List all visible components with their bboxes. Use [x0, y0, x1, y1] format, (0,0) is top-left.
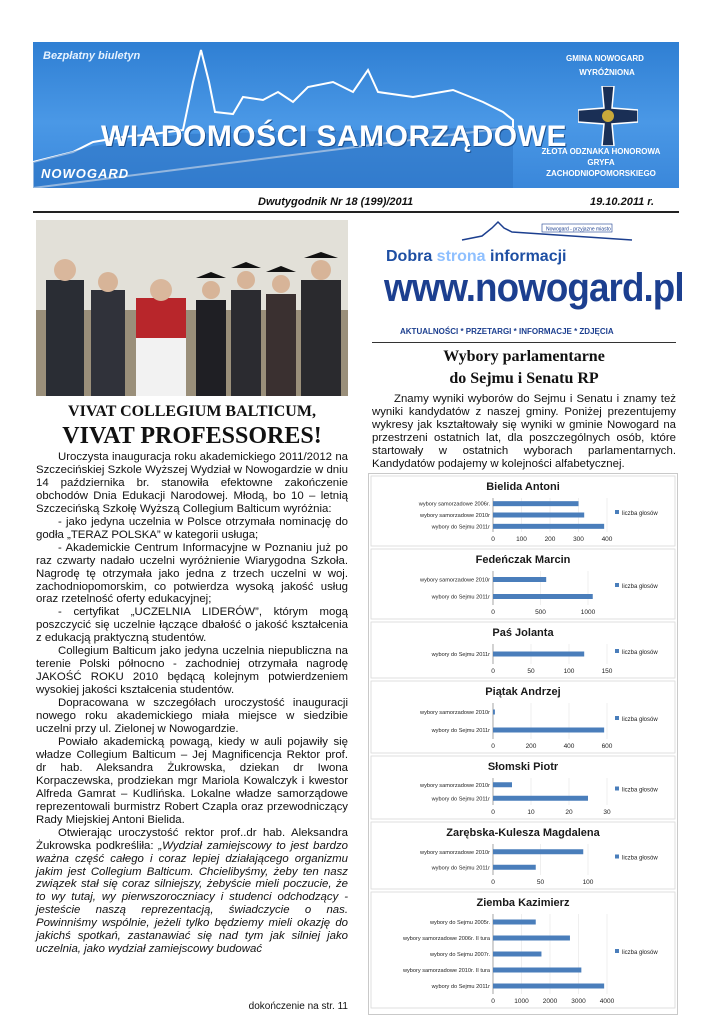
chart-legend-label: liczba głosów — [622, 717, 658, 723]
article-paragraph: - certyfikat „UCZELNIA LIDERÓW”, którym mogą poszczycić się uczelnie łączące dbałość o jakość kształcenia z edukacją praktyczną studentów. — [36, 606, 348, 645]
award-mid-text: WYRÓŻNIONA — [579, 68, 635, 77]
chart-bar — [493, 710, 495, 715]
article-body — [36, 451, 348, 956]
chart-tick-label: 100 — [563, 668, 575, 675]
article-paragraph: - Akademickie Centrum Informacyjne w Poznaniu już po raz czwarty nadało uczelni wyróżnienie Wiarygodna Szkoła. Nagrodę tę otrzymała jako jedna z trzech uczelni w woj. zachodniopomorskim, co potwierdza wysoką jakość usług oraz rzetelność oferty edukacyjnej; — [36, 541, 348, 606]
ad-tagline-text: Dobra strona informacji — [386, 248, 567, 265]
award-line-1: ZŁOTA ODZNAKA HONOROWA — [541, 147, 661, 156]
chart-bar — [493, 796, 588, 801]
chart-category-label: wybory samorzadowe 2010r — [420, 710, 490, 716]
article-paragraph: Collegium Balticum jako jedyna uczelnia niepubliczna na terenie Polski północno - zachodniej otrzymała nagrodę JAKOŚĆ ROKU 2010 będącą kolejnym potwierdzeniem wysokiej jakości kształcenia studentów. — [36, 645, 348, 697]
chart-legend-swatch — [615, 855, 619, 859]
chart-tick-label: 0 — [491, 609, 495, 616]
quote-text: „Wydział zamiejscowy to jest bardzo ważna część całego i coraz lepiej działającego organizmu jakim jest Collegium Balticum. Chcielibyśmy, żeby ten nasz związek stał się coraz silniejszy, żebyście mieli poczucie, że to wy tutaj, wy pierwszoroczniacy i studenci odchodzący - jesteście naszą reprezentacją, świadczycie o nas. Powinniśmy wspólnie, jeżeli tylko będziemy mieli okazję do jakichś spotkań, zastanawiać się nad tym jak silniej jako uczelnia, jako wydział zamiejscowy budować — [36, 839, 348, 956]
chart-category-label: wybory do Sejmu 2007r. — [429, 952, 490, 958]
chart-category-label: wybory samorzadowe 2006r. II tura — [402, 936, 490, 942]
article-paragraph: - jako jedyna uczelnia w Polsce otrzymała nominację do godła „TERAZ POLSKA” w kategorii usługa; — [36, 515, 348, 541]
elections-paragraph: Znamy wyniki wyborów do Sejmu i Senatu i znamy też wyniki kandydatów z naszej gminy. Poniżej prezentujemy wykresy jak kształtowały się wyniki w gminie Nowogard na przestrzeni ostatnich lat, dla poszczególnych osób, które startowały w ostatnich wyborach parlamentarnych. Kandydatów podajemy w kolejności alfabetycznej. — [372, 393, 676, 470]
chart-legend-swatch — [615, 510, 619, 514]
chart-category-label: wybory do Sejmu 2011r — [431, 865, 490, 872]
ad-skyline-graphic — [372, 218, 676, 244]
article-paragraph: Dopracowana w szczegółach uroczystość inauguracji nowego roku akademickiego miała miejsce w siedzibie uczelni przy ul. Zielonej w Nowogardzie. — [36, 697, 348, 736]
chart-tick-label: 0 — [491, 743, 495, 750]
elections-body — [372, 393, 676, 471]
chart-bar — [493, 501, 579, 506]
chart-legend-label: liczba głosów — [622, 855, 658, 862]
chart-bar — [493, 513, 584, 518]
chart-category-label: wybory do Sejmu 2011r — [431, 524, 490, 531]
chart-legend-label: liczba głosów — [622, 584, 658, 590]
chart-tick-label: 100 — [582, 879, 594, 886]
issue-number: Dwutygodnik Nr 18 (199)/2011 — [258, 196, 414, 208]
chart-tick-label: 0 — [491, 536, 495, 543]
elections-title-line1: Wybory parlamentarne — [443, 348, 605, 365]
chart-category-label: wybory do Sejmu 2011r — [431, 652, 490, 658]
chart-category-label: wybory samorzadowe 2010r — [420, 513, 490, 519]
chart-title: Piątak Andrzej — [485, 686, 561, 698]
chart-tick-label: 0 — [491, 879, 495, 886]
chart-legend-swatch — [615, 787, 619, 791]
masthead-city: NOWOGARD — [41, 166, 130, 181]
chart-tick-label: 500 — [535, 609, 546, 616]
chart-category-label: wybory samorzadowe 2010r — [420, 577, 490, 584]
chart-tick-label: 10 — [527, 809, 535, 816]
chart-title: Paś Jolanta — [492, 627, 554, 639]
chart-tick-label: 30 — [603, 809, 611, 816]
chart-bar — [493, 865, 536, 870]
chart-title: Fedeńczak Marcin — [475, 554, 571, 566]
chart-category-label: wybory do Sejmu 2011r — [431, 728, 490, 734]
chart-category-label: wybory do Sejmu 2011r — [431, 796, 490, 803]
article-headline-line1: VIVAT COLLEGIUM BALTICUM, — [68, 403, 316, 420]
chart-tick-label: 1000 — [580, 609, 596, 616]
award-bottom-text — [531, 146, 671, 179]
chart-title: Zarębska-Kulesza Magdalena — [446, 827, 600, 839]
chart-bar — [493, 849, 583, 854]
chart-category-label: wybory samorzadowe 2010r. II tura — [402, 968, 490, 974]
ad-small-tagline: Nowogard - przyjazne miasto — [546, 226, 611, 233]
chart-tick-label: 50 — [536, 879, 545, 886]
chart-tick-label: 3000 — [571, 998, 586, 1005]
chart-bar — [493, 936, 570, 941]
chart-legend-label: liczba głosów — [622, 650, 658, 656]
ad-subtitle: AKTUALNOŚCI * PRZETARGI * INFORMACJE * ZDJĘCIA — [400, 327, 614, 336]
award-line-2: GRYFA — [587, 158, 615, 167]
header-banner — [33, 42, 679, 188]
chart-tick-label: 600 — [601, 743, 613, 750]
ad-tagline-highlight: strona — [436, 248, 486, 265]
chart-bar — [493, 594, 593, 599]
article-paragraph: Uroczysta inauguracja roku akademickiego 2011/2012 na Szczecińskiej Szkole Wyższej Wydział w Nowogardzie w dniu 14 października br. stanowiła efektowne zakończenie obchodów Dnia Edukacji Narodowej. Młodą, bo 10 – letnią Szczecińską Szkołę Wyższą Collegium Balticum wyróżnia: — [36, 451, 348, 515]
article-paragraph: Powiało akademicką powagą, kiedy w auli pojawiły się władze Collegium Balticum – Jej Magnificencja Rektor prof. dr hab. Aleksandra Żukrowska, dziekan dr Iwona Korpaczewska, prodziekan mgr Mariola Kowalczyk i kwestor Alfreda Gamrat – Kudlińska. Lokalne władze samorządowe reprezentowali burmistrz Robert Czapla oraz przewodniczący Rady Miejskiej Antoni Bielida. — [36, 735, 348, 826]
chart-tick-label: 0 — [491, 809, 495, 816]
chart-tick-label: 0 — [491, 668, 495, 675]
chart-tick-label: 1000 — [514, 998, 529, 1005]
chart-category-label: wybory do Sejmu 2011r — [431, 984, 490, 990]
chart-category-label: wybory samorzadowe 2010r — [420, 849, 490, 856]
chart-bar — [493, 968, 581, 973]
ad-website-url[interactable]: www.nowogard.pl — [384, 266, 684, 310]
award-line-3: ZACHODNIOPOMORSKIEGO — [546, 169, 656, 178]
chart-legend-swatch — [615, 649, 619, 653]
chart-legend-label: liczba głosów — [622, 511, 658, 517]
issue-date: 19.10.2011 r. — [590, 196, 655, 208]
chart-legend-swatch — [615, 949, 619, 953]
chart-tick-label: 200 — [544, 536, 556, 543]
election-charts-panel — [368, 473, 678, 1015]
chart-bar — [493, 728, 604, 733]
chart-tick-label: 0 — [491, 998, 495, 1005]
honor-cross-icon — [578, 86, 638, 146]
chart-tick-label: 300 — [573, 536, 584, 543]
continued-note: dokończenie na str. 11 — [248, 1001, 348, 1012]
chart-category-label: wybory do Sejmu 2011r — [431, 594, 490, 601]
award-top-text: GMINA NOWOGARD — [566, 54, 644, 63]
chart-bar — [493, 782, 512, 787]
chart-legend-swatch — [615, 716, 619, 720]
banner-free-label: Bezpłatny biuletyn — [43, 50, 141, 62]
quote-intro: Otwierając uroczystość rektor prof..dr hab. Aleksandra Żukrowska podkreśliła: — [36, 826, 348, 852]
chart-legend-swatch — [615, 583, 619, 587]
ad-divider — [372, 342, 676, 343]
chart-bar — [493, 524, 604, 529]
chart-title: Bielida Antoni — [486, 481, 560, 493]
chart-tick-label: 50 — [527, 668, 535, 675]
chart-bar — [493, 920, 536, 925]
chart-bar — [493, 984, 604, 989]
chart-legend-label: liczba głosów — [622, 787, 658, 794]
chart-tick-label: 400 — [601, 536, 613, 543]
chart-bar — [493, 952, 541, 957]
inauguration-photo — [36, 220, 348, 396]
chart-tick-label: 400 — [563, 743, 575, 750]
chart-tick-label: 2000 — [542, 998, 558, 1005]
chart-category-label: wybory samorzadowe 2010r — [420, 782, 490, 789]
chart-tick-label: 100 — [516, 536, 527, 543]
ad-tagline — [386, 248, 566, 266]
chart-tick-label: 200 — [525, 743, 537, 750]
chart-bar — [493, 577, 546, 582]
chart-tick-label: 4000 — [599, 998, 615, 1005]
chart-bar — [493, 652, 584, 657]
elections-title-line2: do Sejmu i Senatu RP — [449, 370, 599, 387]
masthead-title: WIADOMOŚCI SAMORZĄDOWE — [101, 120, 567, 153]
election-charts-svg — [369, 474, 677, 1014]
chart-category-label: wybory samorzadowe 2006r. — [418, 501, 490, 508]
chart-tick-label: 20 — [565, 809, 573, 816]
chart-category-label: wybory do Sejmu 2005r. — [429, 920, 490, 926]
chart-tick-label: 150 — [601, 668, 613, 675]
article-headline-line2: VIVAT PROFESSORES! — [62, 423, 322, 449]
photo-illustration — [36, 220, 348, 396]
chart-title: Słomski Piotr — [487, 761, 559, 773]
article-paragraph — [36, 827, 348, 957]
chart-title: Ziemba Kazimierz — [476, 897, 570, 909]
chart-legend-label: liczba głosów — [622, 950, 658, 956]
